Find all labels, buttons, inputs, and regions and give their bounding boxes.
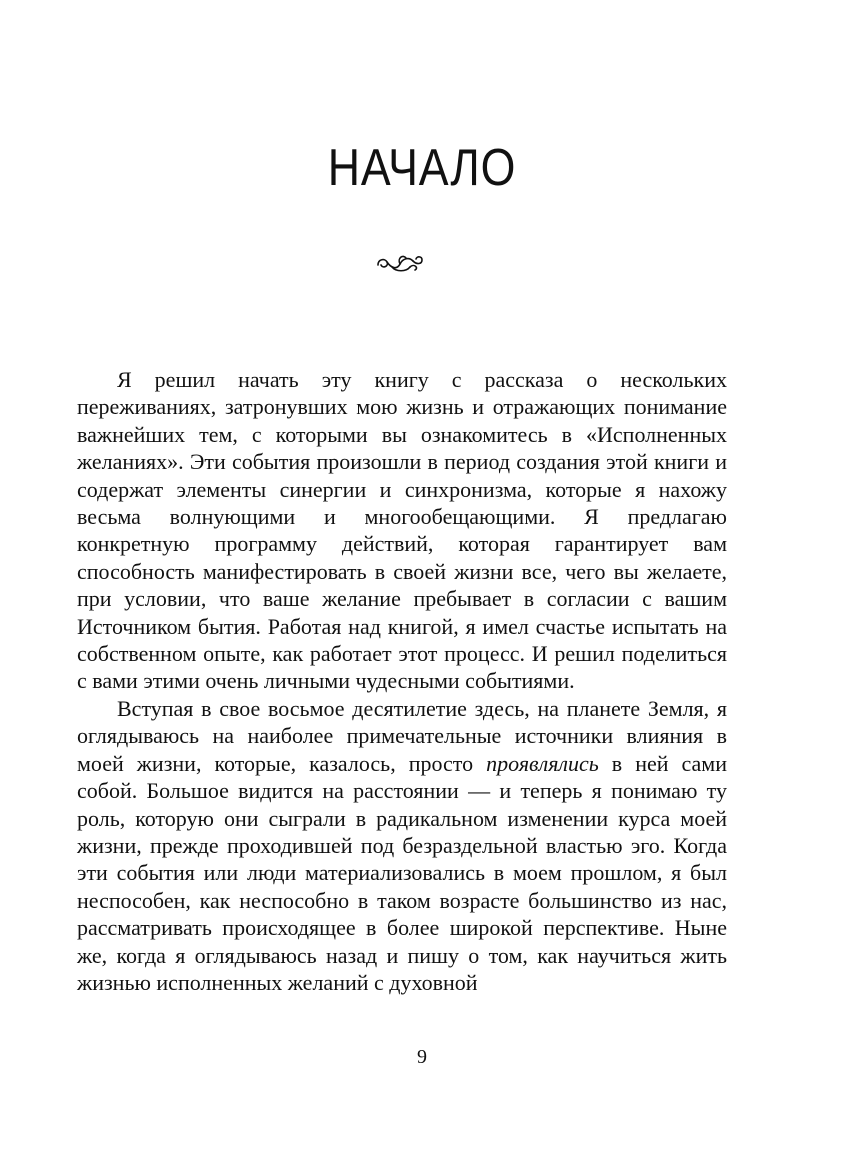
flourish-ornament-icon [372,248,428,278]
paragraph-2-end: в ней сами собой. Большое видится на расстоянии — и теперь я понимаю ту роль, которую они сыграли в радикальном изменении курса моей жизни, прежде проходившей под безраздельной властью эго. Когда эти события или люди материализовались в моем прошлом, я был неспособен, как неспособно в таком возрасте большинство из нас, рассматривать происходящее в более широкой перспективе. Ныне же, когда я оглядываюсь назад и пишу о том, как научиться жить жизнью исполненных желаний с духовной [77,750,727,995]
body-text [77,366,727,996]
paragraph-2-start: Вступая в свое восьмое десятилетие здесь, на планете Земля, я оглядываюсь на наиболее примечательные источники влияния в моей жизни, которые, казалось, просто [77,695,727,776]
chapter-title: НАЧАЛО [327,139,517,197]
paragraph-2 [77,695,727,996]
page-number: 9 [417,1046,427,1068]
italic-word: проявлялись [486,750,599,776]
paragraph-1: Я решил начать эту книгу с рассказа о нескольких переживаниях, затронувших мою жизнь и отражающих понимание важнейших тем, с которыми вы ознакомитесь в «Исполненных желаниях». Эти события произошли в период создания этой книги и содержат элементы синергии и синхронизма, которые я нахожу весьма волнующими и многообещающими. Я предлагаю конкретную программу действий, которая гарантирует вам способность манифестировать в своей жизни все, чего вы желаете, при условии, что ваше желание пребывает в согласии с вашим Источником бытия. Работая над книгой, я имел счастье испытать на собственном опыте, как работает этот процесс. И решил поделиться с вами этими очень личными чудесными событиями. [77,367,727,694]
